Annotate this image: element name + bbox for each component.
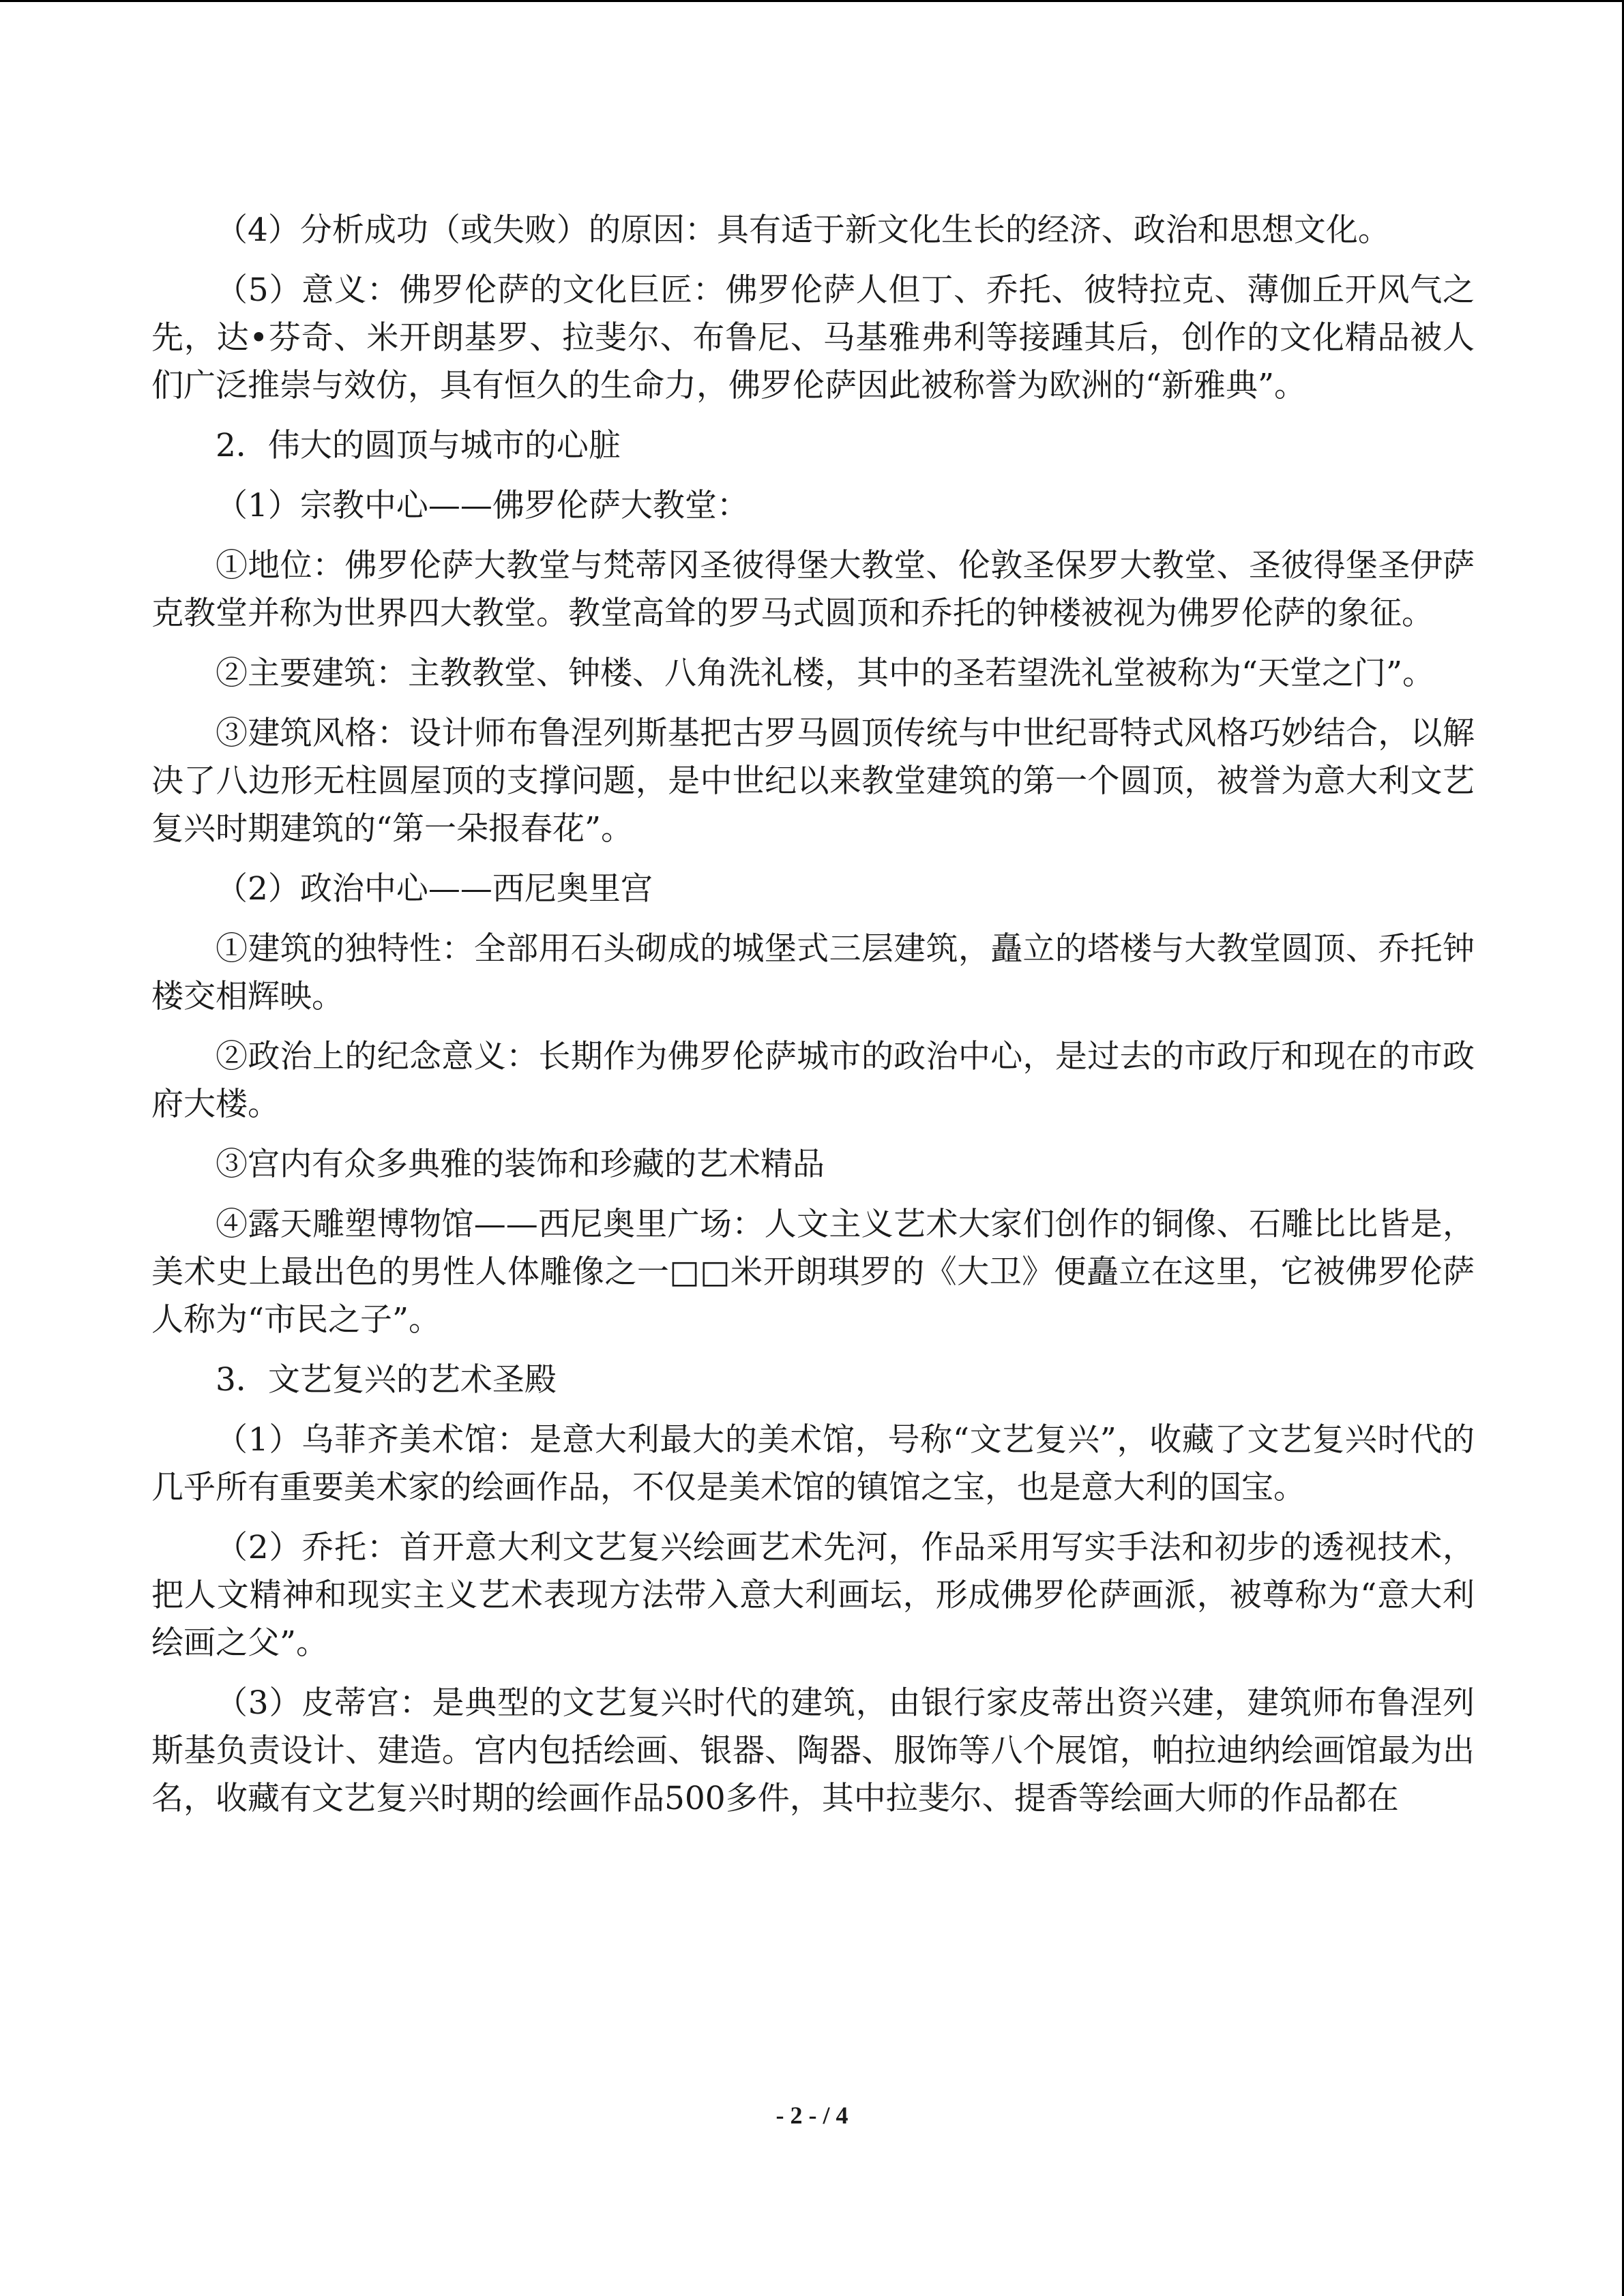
section-heading: 2．伟大的圆顶与城市的心脏 (216, 427, 621, 464)
paragraph: （3）皮蒂宫：是典型的文艺复兴时代的建筑，由银行家皮蒂出资兴建，建筑师布鲁涅列斯基负责设计、建造。宫内包括绘画、银器、陶器、服饰等八个展馆，帕拉迪纳绘画馆最为出名，收藏有文艺复兴时期的绘画作品500多件，其中拉斐尔、提香等绘画大师的作品都在 (151, 1684, 1475, 1817)
paragraph: （2）乔托：首开意大利文艺复兴绘画艺术先河，作品采用写实手法和初步的透视技术，把人文精神和现实主义艺术表现方法带入意大利画坛，形成佛罗伦萨画派，被尊称为“意大利绘画之父”。 (151, 1529, 1475, 1662)
paragraph: ②主要建筑：主教教堂、钟楼、八角洗礼楼，其中的圣若望洗礼堂被称为“天堂之门”。 (216, 655, 1435, 692)
paragraph: ④露天雕塑博物馆——西尼奥里广场：人文主义艺术大家们创作的铜像、石雕比比皆是，美术史上最出色的男性人体雕像之一□□米开朗琪罗的《大卫》便矗立在这里，它被佛罗伦萨人称为“市民之子”。 (151, 1206, 1475, 1339)
paragraph: （5）意义：佛罗伦萨的文化巨匠：佛罗伦萨人但丁、乔托、彼特拉克、薄伽丘开风气之先，达•芬奇、米开朗基罗、拉斐尔、布鲁尼、马基雅弗利等接踵其后，创作的文化精品被人们广泛推崇与效仿，具有恒久的生命力，佛罗伦萨因此被称誉为欧洲的“新雅典”。 (151, 271, 1475, 404)
paragraph: ③建筑风格：设计师布鲁涅列斯基把古罗马圆顶传统与中世纪哥特式风格巧妙结合，以解决了八边形无柱圆屋顶的支撑问题，是中世纪以来教堂建筑的第一个圆顶，被誉为意大利文艺复兴时期建筑的“第一朵报春花”。 (151, 715, 1475, 848)
paragraph: ②政治上的纪念意义：长期作为佛罗伦萨城市的政治中心，是过去的市政厅和现在的市政府大楼。 (151, 1038, 1475, 1123)
subsection-heading: （2）政治中心——西尼奥里宫 (216, 870, 653, 908)
subsection-heading: （1）宗教中心——佛罗伦萨大教堂： (216, 487, 749, 524)
paragraph: （1）乌菲齐美术馆：是意大利最大的美术馆，号称“文艺复兴”，收藏了文艺复兴时代的几乎所有重要美术家的绘画作品，不仅是美术馆的镇馆之宝，也是意大利的国宝。 (151, 1421, 1475, 1506)
paragraph: ③宫内有众多典雅的装饰和珍藏的艺术精品 (216, 1146, 825, 1183)
paragraph: （4）分析成功（或失败）的原因：具有适于新文化生长的经济、政治和思想文化。 (216, 211, 1390, 249)
paragraph: ①建筑的独特性：全部用石头砌成的城堡式三层建筑，矗立的塔楼与大教堂圆顶、乔托钟楼交相辉映。 (151, 930, 1475, 1015)
paragraph: ①地位：佛罗伦萨大教堂与梵蒂冈圣彼得堡大教堂、伦敦圣保罗大教堂、圣彼得堡圣伊萨克教堂并称为世界四大教堂。教堂高耸的罗马式圆顶和乔托的钟楼被视为佛罗伦萨的象征。 (151, 547, 1475, 632)
section-heading: 3．文艺复兴的艺术圣殿 (216, 1361, 557, 1399)
document-body (151, 207, 1475, 1835)
page-number: - 2 - / 4 (776, 2102, 848, 2129)
